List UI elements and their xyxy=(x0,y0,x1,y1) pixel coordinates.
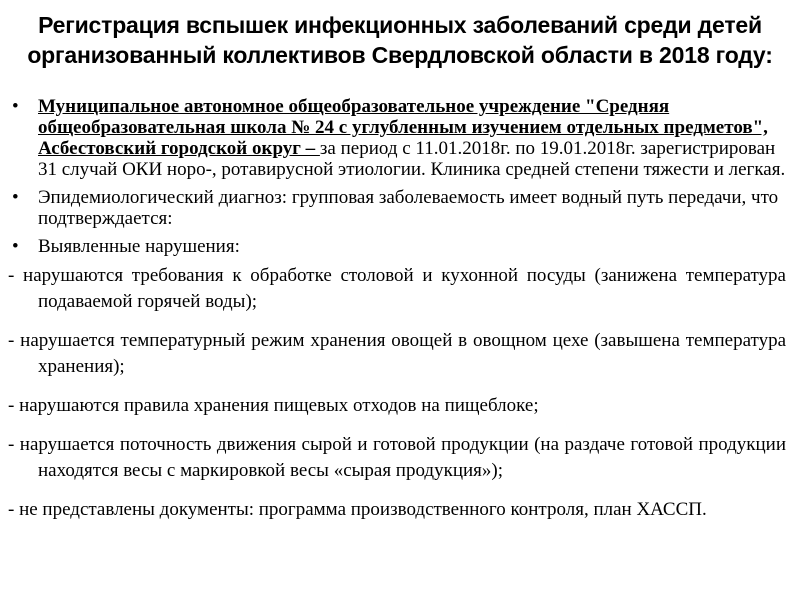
outbreak-description: за период с 11.01.2018г. по 19.01.2018г. зарегистрирован 31 случай ОКИ норо-, ротавирусной этиологии. Клиника средней степени тяжести и легкая. xyxy=(38,138,786,180)
slide-title: Регистрация вспышек инфекционных заболеваний среди детей организованный коллективов Свердловской области в 2018 году: xyxy=(27,12,773,68)
bullet-item-outbreak xyxy=(8,96,786,180)
violation-item: - не представлены документы: программа производственного контроля, план ХАССП. xyxy=(8,499,707,520)
violations-heading: Выявленные нарушения: xyxy=(38,236,240,257)
violation-item: - нарушается поточность движения сырой и готовой продукции (на раздаче готовой продукции находятся весы с маркировкой весы «сырая продукция»); xyxy=(8,434,786,481)
bullet-item-violations xyxy=(8,236,786,257)
violation-item: - нарушается температурный режим хранения овощей в овощном цехе (завышена температура хранения); xyxy=(8,330,786,377)
bullet-icon: • xyxy=(12,187,19,208)
violation-item: - нарушаются требования к обработке столовой и кухонной посуды (занижена температура подаваемой горячей воды); xyxy=(8,265,786,312)
diagnosis-text: Эпидемиологический диагноз: групповая заболеваемость имеет водный путь передачи, что подтверждается: xyxy=(38,187,779,229)
bullet-icon: • xyxy=(12,96,19,117)
violation-item: - нарушаются правила хранения пищевых отходов на пищеблоке; xyxy=(8,395,539,416)
bullet-item-diagnosis xyxy=(8,187,786,229)
institution-name: Муниципальное автономное общеобразовательное учреждение "Средняя общеобразовательная школа № 24 с углубленным изучением отдельных предметов", Асбестовский городской округ – xyxy=(38,96,768,159)
slide-content xyxy=(8,96,786,536)
bullet-icon: • xyxy=(12,236,19,257)
